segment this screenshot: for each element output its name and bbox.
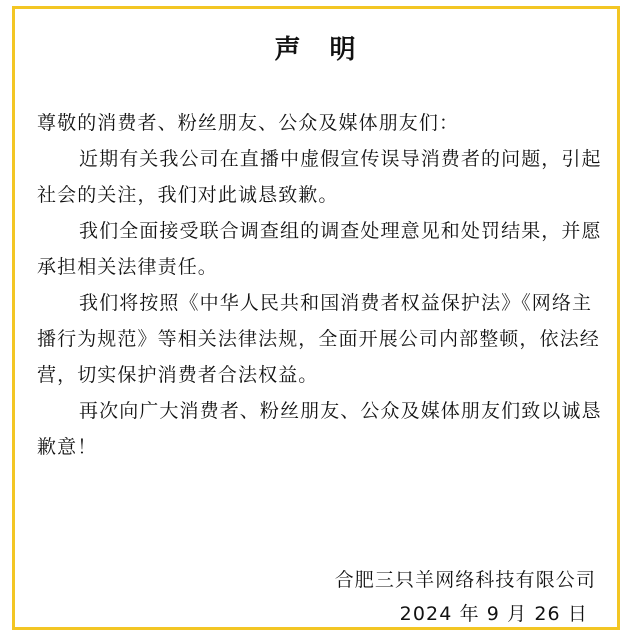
paragraph-accept-results: 我们全面接受联合调查组的调查处理意见和处罚结果，并愿承担相关法律责任。: [37, 220, 602, 278]
paragraph-compliance: 我们将按照《中华人民共和国消费者权益保护法》《网络主播行为规范》等相关法律法规，全面开展公司内部整顿，依法经营，切实保护消费者合法权益。: [37, 292, 600, 386]
paragraph-apology: 近期有关我公司在直播中虚假宣传误导消费者的问题，引起社会的关注，我们对此诚恳致歉。: [37, 148, 602, 206]
statement-body: [37, 105, 605, 465]
paragraph-closing-apology: 再次向广大消费者、粉丝朋友、公众及媒体朋友们致以诚恳歉意！: [37, 400, 602, 458]
signature-block: [335, 563, 596, 631]
statement-date: 2024 年 9 月 26 日: [399, 603, 588, 625]
greeting-line: 尊敬的消费者、粉丝朋友、公众及媒体朋友们：: [37, 112, 460, 134]
statement-title: 声 明: [274, 35, 366, 65]
company-name: 合肥三只羊网络科技有限公司: [334, 569, 596, 591]
